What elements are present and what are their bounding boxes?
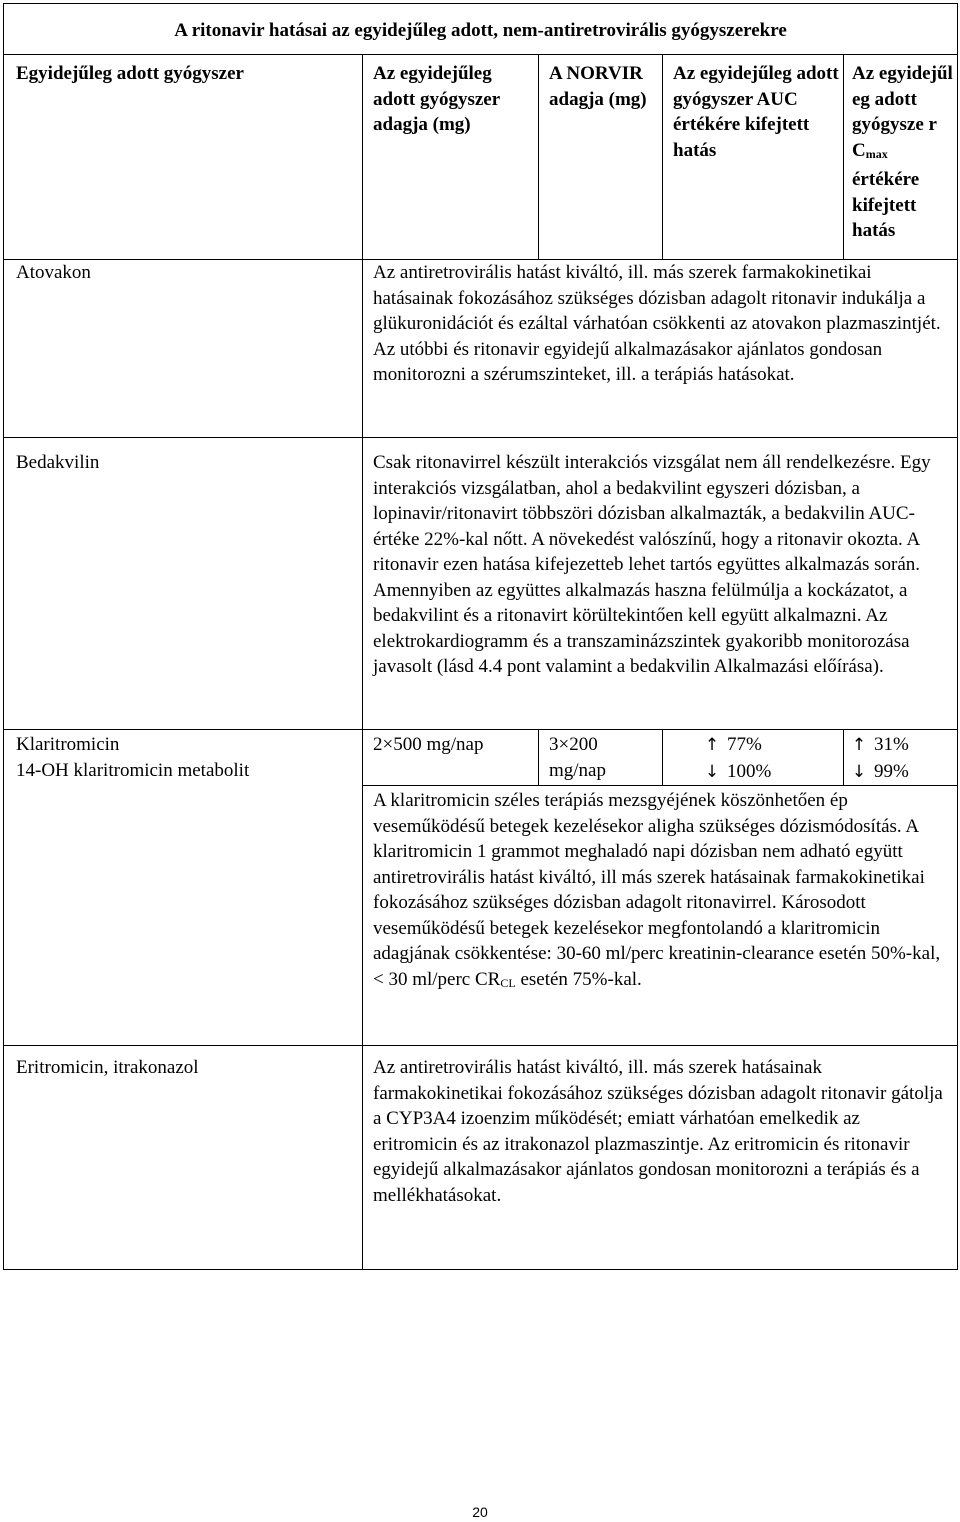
row-klaritromicin-drug xyxy=(4,730,363,1046)
header-auc: Az egyidejűleg adott gyógyszer AUC értékére kifejtett hatás xyxy=(663,55,844,260)
row-atovakon-text: Az antiretrovirális hatást kiváltó, ill. más szerek farmakokinetikai hatásainak fokozásához szükséges dózisban adagolt ritonavir indukálja a glükuronidációt és ezáltal várhatóan csökkenti az atovakon plazmaszintjét. Az utóbbi és ritonavir egyidejű alkalmazásakor ajánlatos gondosan monitorozni a szérumszinteket, ill. a terápiás hatásokat. xyxy=(363,260,958,438)
interaction-table xyxy=(3,3,958,1270)
header-cmax xyxy=(844,55,958,260)
cmax-value-2: 99% xyxy=(874,760,909,782)
klaritromicin-text-end: esetén 75%-kal. xyxy=(515,968,642,990)
row-eritromicin-text: Az antiretrovirális hatást kiváltó, ill. más szerek hatásainak farmakokinetikai fokozásához szükséges dózisban adagolt ritonavir gátolja a CYP3A4 izoenzim működését; emiatt várhatóan emelkedik az eritromicin és az itrakonazol plazmaszintje. Az eritromicin és ritonavir egyidejű alkalmazásakor ajánlatos gondosan monitorozni a terápiás és a mellékhatásokat. xyxy=(363,1046,958,1270)
klaritromicin-name: Klaritromicin xyxy=(16,734,120,755)
row-bedakvilin-drug: Bedakvilin xyxy=(4,438,363,730)
auc-value-2: 100% xyxy=(727,760,772,782)
auc-value-1: 77% xyxy=(727,734,762,755)
row-klaritromicin-text xyxy=(363,786,958,1046)
header-drug: Egyidejűleg adott gyógyszer xyxy=(4,55,363,260)
klaritromicin-norvir-dose: 3×200 mg/nap xyxy=(539,730,663,786)
row-eritromicin-drug: Eritromicin, itrakonazol xyxy=(4,1046,363,1270)
klaritromicin-cmax xyxy=(844,730,958,786)
page-number: 20 xyxy=(472,1504,488,1520)
klaritromicin-dose: 2×500 mg/nap xyxy=(363,730,539,786)
arrow-down-icon: ↓ xyxy=(851,761,867,782)
klaritromicin-text-main: A klaritromicin széles terápiás mezsgyéjének köszönhetően ép veseműködésű betegek kezelésekor aligha szükséges dózismódosítás. A klaritromicin 1 grammot meghaladó napi dózisban nem adható együtt antiretrovirális hatást kiváltó, ill más szerek hatásainak farmakokinetikai fokozásához szükséges dózisban adagolt ritonavirrel. Károsodott veseműködésű betegek kezelésekor megfontolandó a klaritromicin adagjának csökkentése: 30-60 ml/perc kreatinin-clearance esetén 50%-kal, < 30 ml/perc CR xyxy=(373,790,941,990)
header-norvir-dose: A NORVIR adagja (mg) xyxy=(539,55,663,260)
row-bedakvilin-text: Csak ritonavirrel készült interakciós vizsgálat nem áll rendelkezésre. Egy interakciós vizsgálatban, ahol a bedakvilint egyszeri dózisban, a lopinavir/ritonavirt többszöri dózisban alkalmazták, a bedakvilin AUC-értéke 22%-kal nőtt. A növekedést valószínű, hogy a ritonavir okozta. A ritonavir ezen hatása kifejezetteb lehet tartós együttes alkalmazás során. Amennyiben az együttes alkalmazás haszna felülmúlja a kockázatot, a bedakvilint és a ritonavirt körültekintően kell együtt alkalmazni. Az elektrokardiogramm és a transzaminázszintek gyakoribb monitorozása javasolt (lásd 4.4 pont valamint a bedakvilin Alkalmazási előírása). xyxy=(363,438,958,730)
header-dose: Az egyidejűleg adott gyógyszer adagja (mg) xyxy=(363,55,539,260)
klaritromicin-text-sub: CL xyxy=(500,975,516,990)
cmax-value-1: 31% xyxy=(874,734,909,755)
arrow-down-icon: ↓ xyxy=(704,761,720,782)
row-atovakon-drug: Atovakon xyxy=(4,260,363,438)
header-cmax-post: értékére kifejtett hatás xyxy=(852,169,920,241)
header-cmax-sub: max xyxy=(865,146,888,161)
klaritromicin-metabolite: 14-OH klaritromicin metabolit xyxy=(16,759,250,781)
table-title: A ritonavir hatásai az egyidejűleg adott, nem-antiretrovirális gyógyszerekre xyxy=(4,4,958,55)
arrow-up-icon: ↑ xyxy=(704,735,720,755)
klaritromicin-auc xyxy=(663,730,844,786)
arrow-up-icon: ↑ xyxy=(851,735,867,755)
header-cmax-pre: Az egyidejűl eg adott gyógysze r C xyxy=(852,63,953,161)
